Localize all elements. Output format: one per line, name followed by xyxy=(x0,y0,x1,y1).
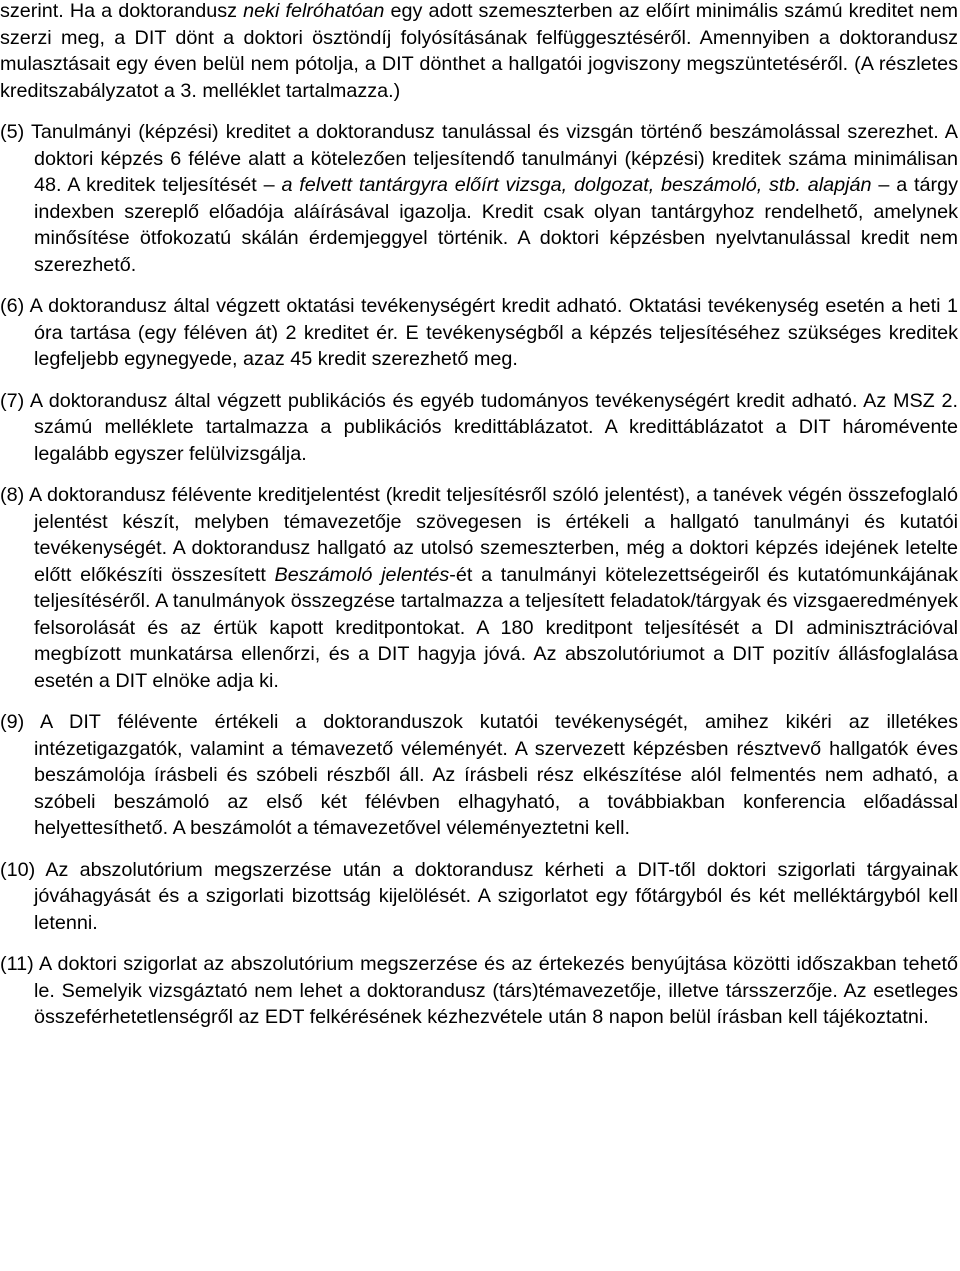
text-run: Tanulmányi (képzési) kreditet a doktorandusz tanulással és vizsgán történő beszámolással szerezhet. A doktori képzés 6 féléve alatt a kötelezően teljesítendő tanulmányi (képzési) kreditek száma minimálisan 48. A kreditek teljesítését – xyxy=(31,121,958,196)
paragraph-number: (8) xyxy=(0,484,25,506)
italic-text-run: a felvett tantárgyra előírt vizsga, dolgozat, beszámoló, stb. alapján xyxy=(281,174,872,196)
text-run: A doktorandusz által végzett publikációs és egyéb tudományos tevékenységért kredit adható. Az MSZ 2. számú melléklete tartalmazza a publikációs kredittáblázatot. A kredittáblázatot a DIT háromévente legalább egyszer felülvizsgálja. xyxy=(29,389,959,465)
paragraph-number: (5) xyxy=(0,121,25,143)
text-run: A doktorandusz által végzett oktatási tevékenységért kredit adható. Oktatási tevékenység esetén a heti 1 óra tartása (egy féléven át) 2 kreditet ér. E tevékenységből a képzés teljesítéséhez szükséges kreditek legfeljebb egynegyede, azaz 45 kredit szerezhető meg. xyxy=(29,295,959,370)
numbered-paragraphs xyxy=(0,119,959,1031)
paragraph-number: (9) xyxy=(0,711,25,733)
text-run: A DIT félévente értékeli a doktoranduszok kutatói tevékenységét, amihez kikéri az illetékes intézetigazgatók, valamint a témavezető véleményét. A szervezett képzésben résztvevő hallgatók éves beszámolója írásbeli és szóbeli részből áll. Az írásbeli rész elkészítése alól felmentés nem adható, a szóbeli beszámoló az első két félévben elhagyható, a továbbiakban konferencia előadással helyettesíthető. A beszámolót a témavezetővel véleményeztetni kell. xyxy=(34,711,958,839)
paragraph-11 xyxy=(0,951,959,1031)
text-run: A doktorandusz félévente kreditjelentést (kredit teljesítésről szóló jelentést), a tanévek végén összefoglaló jelentést készít, melyben témavezetője szövegesen is értékeli a hallgató tanulmányi és kutatói tevékenységét. A doktorandusz hallgató az utolsó szemeszterben, még a doktori képzés idejének letelte előtt előkészíti összesített xyxy=(28,484,958,586)
text-run: -ét a tanulmányi kötelezettségeiről és kutatómunkájának teljesítéséről. A tanulmányok összegzése tartalmazza a teljesített feladatok/tárgyak és vizsgaeredmények felsorolását és az értük kapott kreditpontokat. A 180 kreditpont teljesítését a DI adminisztrációval megbízott munkatársa ellenőrzi, és a DIT hagyja jóvá. Az abszolutóriumot a DIT pozitív állásfoglalása esetén a DIT elnöke adja ki. xyxy=(34,563,958,692)
intro-paragraph xyxy=(0,0,958,104)
paragraph-7 xyxy=(0,388,959,468)
text-run: Az abszolutórium megszerzése után a doktorandusz kérheti a DIT-től doktori szigorlati tárgyainak jóváhagyását és a szigorlati bizottság kijelölését. A szigorlatot egy főtárgyból és két melléktárgyból kell letenni. xyxy=(34,858,959,934)
paragraph-number: (7) xyxy=(0,389,25,412)
paragraph-9 xyxy=(0,709,958,842)
paragraph-10 xyxy=(0,857,959,937)
paragraph-number: (11) xyxy=(0,953,34,975)
paragraph-5 xyxy=(0,119,958,278)
paragraph-8 xyxy=(0,482,958,694)
text-run: – a tárgy indexben szereplő előadója aláírásával igazolja. Kredit csak olyan tantárgyhoz rendelhető, amelynek minősítése ötfokozatú skálán érdemjeggyel történik. A doktori képzésben nyelvtanulással kredit nem szerezhető. xyxy=(34,174,958,276)
italic-text-run: Beszámoló jelentés xyxy=(274,563,450,586)
italic-text-run: neki felróhatóan xyxy=(243,0,385,22)
text-run: szerint. Ha a doktorandusz xyxy=(0,0,244,22)
text-run: egy adott szemeszterben az előírt minimális számú kreditet nem szerzi meg, a DIT dönt a doktori ösztöndíj folyósításának felfüggesztéséről. Amennyiben a doktorandusz mulasztásait egy éven belül nem pótolja, a DIT dönthet a hallgatói jogviszony megszüntetéséről. (A részletes kreditszabályzatot a 3. melléklet tartalmazza.) xyxy=(0,0,958,102)
paragraph-number: (10) xyxy=(0,858,36,881)
paragraph-6 xyxy=(0,293,959,373)
paragraph-number: (6) xyxy=(0,295,25,317)
text-run: A doktori szigorlat az abszolutórium megszerzése és az értekezés benyújtása közötti időszakban tehető le. Semelyik vizsgáztató nem lehet a doktorandusz (társ)témavezetője, illetve társszerzője. Az esetleges összeférhetetlenségről az EDT felkérésének kézhezvétele után 8 napon belül írásban kell tájékoztatni. xyxy=(34,953,959,1028)
